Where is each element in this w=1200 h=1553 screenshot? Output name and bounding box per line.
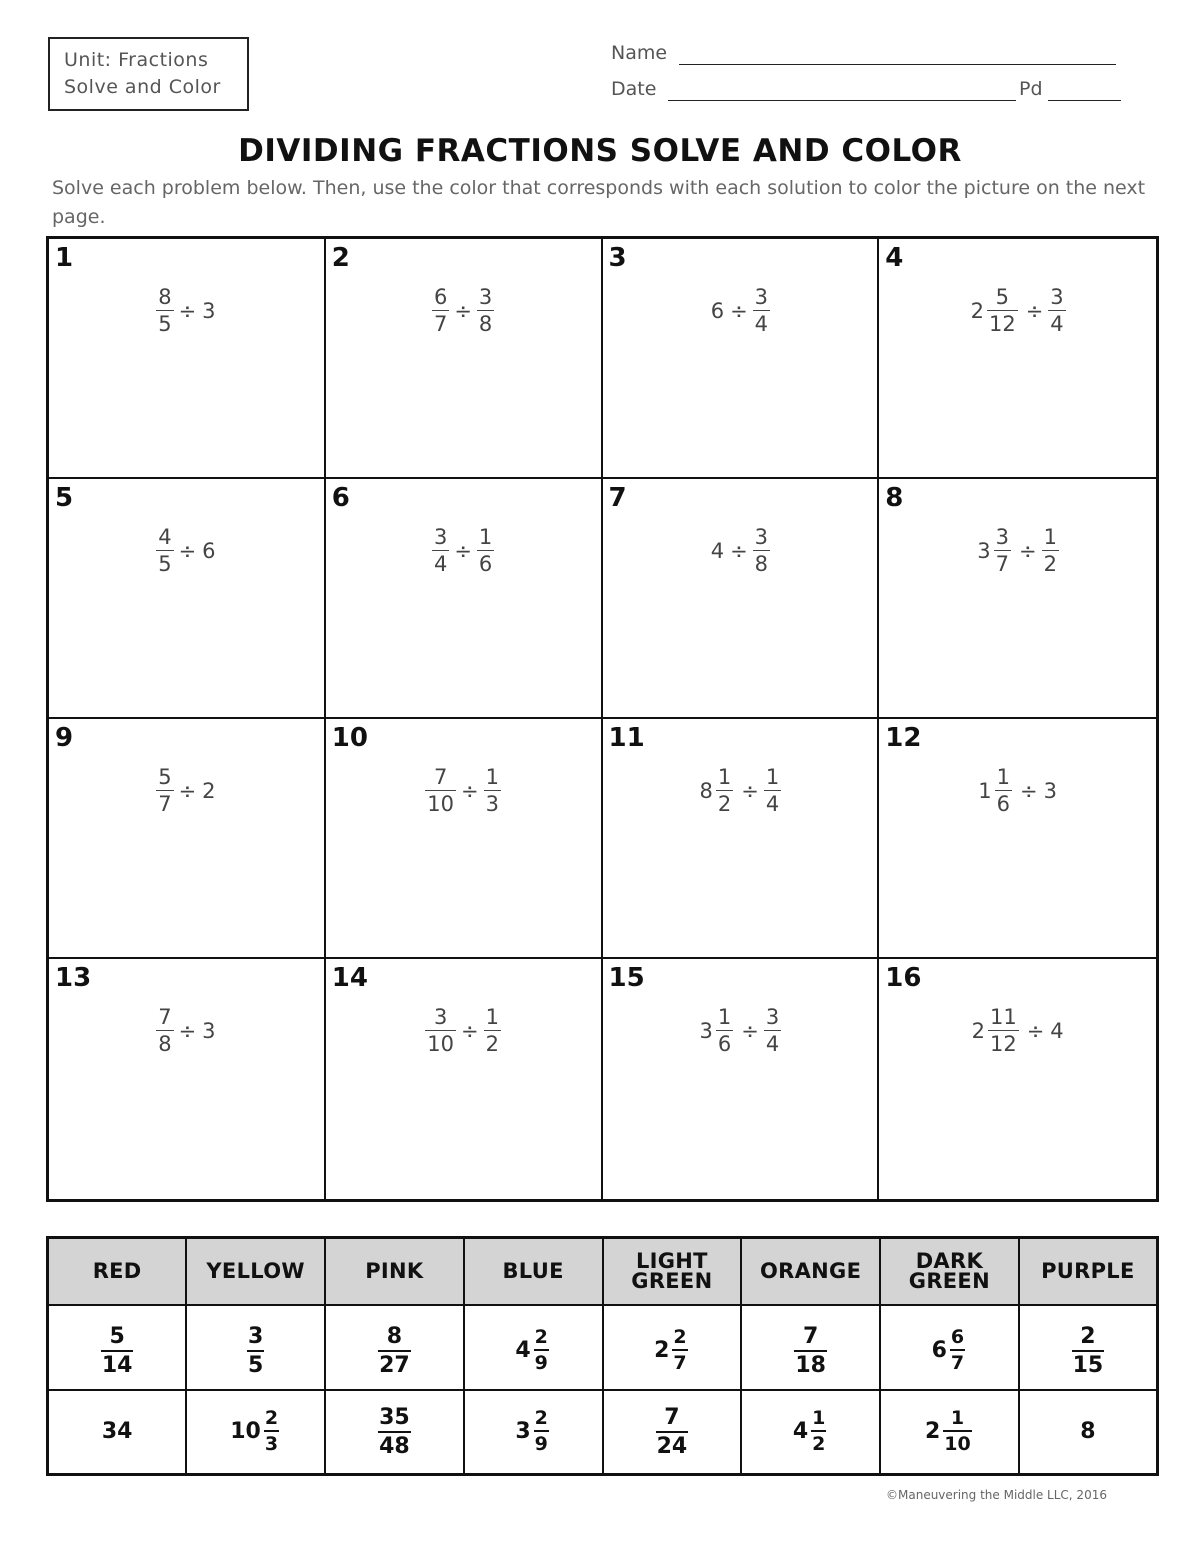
whole-part: 1 [978,779,992,803]
numerator: 8 [386,1323,403,1349]
numerator: 1 [485,765,499,789]
fraction [1042,527,1059,575]
mixed-number [793,1409,829,1454]
answer-cell [1019,1390,1158,1475]
mixed-number [978,767,1014,815]
divide-sign: ÷ [461,1019,479,1043]
numerator: 1 [1043,525,1057,549]
numerator: 1 [996,765,1010,789]
copyright-text: ©Maneuvering the Middle LLC, 2016 [886,1488,1107,1502]
numerator: 3 [765,1005,780,1029]
fraction [477,527,494,575]
denominator: 10 [427,1032,454,1056]
divide-sign: ÷ [1026,1019,1045,1043]
denominator: 9 [534,1349,549,1373]
problem-expression [49,527,324,575]
color-header: BLUE [464,1238,603,1305]
denominator: 10 [943,1430,971,1454]
fraction [264,1409,279,1454]
fraction [425,1007,456,1055]
problem-number: 16 [885,963,922,993]
whole-part: 2 [924,1419,941,1445]
mixed-number [700,767,736,815]
denominator: 2 [811,1430,826,1454]
answer-cell [1019,1305,1158,1390]
denominator: 7 [995,552,1009,576]
denominator: 8 [754,552,769,576]
numerator: 3 [433,525,448,549]
problem-expression [49,1007,324,1055]
divide-sign: ÷ [178,1019,197,1043]
denominator: 10 [427,792,454,816]
whole-number: 3 [202,299,216,323]
name-label: Name [611,42,668,64]
color-header: ORANGE [741,1238,880,1305]
fraction [156,287,173,335]
numerator: 4 [158,525,172,549]
problem-cell[interactable] [326,959,603,1199]
problem-number: 6 [331,483,350,513]
numerator: 6 [433,285,448,309]
numerator: 1 [485,1005,499,1029]
divide-sign: ÷ [1025,299,1044,323]
fraction [484,1007,501,1055]
problem-expression [49,767,324,815]
fraction [716,1007,733,1055]
problem-cell[interactable] [603,959,880,1199]
denominator: 5 [247,1350,264,1377]
numerator: 1 [717,1005,732,1029]
problem-expression [326,767,601,815]
problem-expression [326,527,601,575]
fraction [943,1409,971,1454]
problem-expression [326,287,601,335]
problem-number: 5 [55,483,74,513]
problem-cell[interactable] [326,239,603,479]
numerator: 1 [765,765,780,789]
denominator: 8 [478,312,493,336]
numerator: 7 [158,1005,172,1029]
numerator: 2 [673,1325,687,1348]
denominator: 18 [794,1350,827,1377]
fraction [794,1323,827,1378]
numerator: 1 [812,1407,826,1430]
numerator: 3 [754,285,769,309]
problem-number: 7 [608,483,627,513]
denominator: 4 [433,552,448,576]
whole-number: 3 [202,1019,216,1043]
problem-number: 12 [885,723,922,753]
color-key-table [46,1236,1159,1476]
mixed-number [931,1325,968,1374]
fraction [378,1407,411,1458]
divide-sign: ÷ [178,779,197,803]
fraction [432,287,449,335]
divide-sign: ÷ [1020,779,1038,803]
whole-number: 4 [1050,1019,1064,1043]
fraction [753,287,770,335]
answer-cell [186,1390,325,1475]
numerator: 1 [478,525,493,549]
problem-number: 4 [885,243,904,273]
denominator: 24 [656,1431,689,1458]
denominator: 4 [754,312,769,336]
problem-number: 13 [55,963,92,993]
color-header: PINK [325,1238,464,1305]
answer-cell [880,1305,1019,1390]
problem-number: 14 [331,963,368,993]
denominator: 15 [1072,1350,1105,1377]
color-header: DARK GREEN [880,1238,1019,1305]
date-line [668,100,1016,101]
denominator: 7 [672,1349,687,1373]
whole-part: 10 [230,1419,261,1445]
whole-number: 6 [202,539,216,563]
whole-number: 6 [710,299,725,323]
denominator: 2 [717,792,732,816]
numerator: 2 [1080,1323,1096,1349]
problem-expression [879,1007,1156,1055]
whole-part: 4 [515,1337,531,1363]
whole-number: 2 [202,779,216,803]
denominator: 6 [996,792,1010,816]
period-label: Pd [1019,78,1043,100]
denominator: 7 [950,1349,965,1373]
fraction [484,767,501,815]
mixed-number [230,1409,281,1454]
problem-expression [49,287,324,335]
denominator: 5 [158,552,172,576]
answer-cell [603,1390,742,1475]
instructions: Solve each problem below. Then, use the color that corresponds with each solution to color the picture on the next page. [52,177,1146,228]
fraction [247,1323,264,1378]
numerator: 2 [534,1407,548,1430]
whole-part: 3 [699,1019,713,1043]
divide-sign: ÷ [178,299,197,323]
problem-number: 8 [885,483,904,513]
numerator: 2 [264,1407,279,1430]
mixed-number [654,1325,690,1374]
mixed-number [515,1409,551,1454]
numerator: 35 [379,1405,410,1431]
whole-part: 4 [792,1419,809,1445]
numerator: 5 [995,285,1009,309]
fraction [156,1007,173,1055]
problem-cell[interactable] [603,719,880,959]
numerator: 5 [109,1323,125,1349]
numerator: 1 [950,1407,965,1430]
problem-cell[interactable] [326,479,603,719]
denominator: 27 [378,1350,411,1377]
answer-cell [741,1390,880,1475]
whole-part: 2 [971,1019,985,1043]
unit-label-box [48,37,249,111]
color-key-header-row [48,1238,1158,1305]
problem-number: 11 [608,723,645,753]
numerator: 8 [158,285,172,309]
divide-sign: ÷ [454,299,472,323]
answer-cell [325,1305,464,1390]
denominator: 4 [1050,312,1064,336]
whole-part: 3 [977,539,991,563]
numerator: 7 [433,765,448,789]
divide-sign: ÷ [1019,539,1037,563]
numerator: 3 [433,1005,448,1029]
mixed-number [971,287,1020,335]
fraction [950,1325,965,1374]
answer-cell [603,1305,742,1390]
problem-cell[interactable] [879,959,1156,1199]
divide-sign: ÷ [741,1019,759,1043]
mixed-number [515,1325,551,1374]
name-field[interactable] [611,42,1116,68]
numerator: 3 [1050,285,1064,309]
problem-number: 2 [331,243,350,273]
divide-sign: ÷ [178,539,197,563]
fraction [477,287,494,335]
denominator: 2 [1043,552,1057,576]
mixed-number [700,1007,736,1055]
numerator: 3 [995,525,1009,549]
problem-expression [879,767,1156,815]
whole-part: 6 [931,1337,947,1363]
problem-expression [879,527,1156,575]
mixed-number [972,1007,1021,1055]
problem-number: 3 [608,243,627,273]
problem-cell[interactable] [879,239,1156,479]
denominator: 4 [765,792,780,816]
problem-number: 9 [55,723,74,753]
fraction [425,767,456,815]
name-line [679,64,1116,65]
worksheet-title: DIVIDING FRACTIONS SOLVE AND COLOR [238,133,962,169]
color-header: RED [48,1238,187,1305]
date-label: Date [611,78,657,100]
problem-expression [603,287,878,335]
fraction [764,1007,781,1055]
denominator: 9 [534,1430,549,1454]
problem-number: 1 [55,243,74,273]
problem-expression [603,767,878,815]
fraction [994,527,1011,575]
divide-sign: ÷ [461,779,479,803]
answer-cell [325,1390,464,1475]
whole-number: 4 [710,539,725,563]
whole-part: 2 [970,299,984,323]
numerator: 3 [478,285,493,309]
numerator: 3 [754,525,769,549]
mixed-number [977,527,1013,575]
numerator: 11 [989,1005,1017,1029]
period-line [1048,100,1121,101]
date-field[interactable] [611,78,1121,104]
whole-number: 3 [1043,779,1057,803]
numerator: 6 [950,1325,965,1348]
fraction [672,1325,687,1374]
color-header: YELLOW [186,1238,325,1305]
problem-cell[interactable] [326,719,603,959]
whole-part: 8 [699,779,713,803]
problem-cell[interactable] [49,719,326,959]
denominator: 7 [433,312,448,336]
denominator: 12 [989,1032,1017,1056]
answer-cell [186,1305,325,1390]
divide-sign: ÷ [741,779,759,803]
denominator: 14 [101,1350,134,1377]
divide-sign: ÷ [730,299,748,323]
fraction [1048,287,1065,335]
problem-expression [603,1007,878,1055]
problem-expression [879,287,1156,335]
fraction [156,527,173,575]
fraction [995,767,1012,815]
denominator: 6 [717,1032,732,1056]
answer-cell [880,1390,1019,1475]
problem-expression [603,527,878,575]
denominator: 6 [478,552,493,576]
denominator: 48 [378,1431,411,1458]
problem-cell[interactable] [49,239,326,479]
fraction [811,1409,826,1454]
denominator: 7 [158,792,172,816]
denominator: 5 [158,312,172,336]
answer-cell [48,1305,187,1390]
fraction [534,1409,549,1454]
fraction [1072,1323,1105,1378]
fraction [156,767,173,815]
fraction [101,1323,134,1378]
fraction [378,1323,411,1378]
color-header: LIGHT GREEN [603,1238,742,1305]
denominator: 8 [158,1032,172,1056]
fraction [988,1007,1019,1055]
unit-line-2: Solve and Color [64,76,221,98]
fraction [432,527,449,575]
whole-part: 2 [654,1337,670,1363]
numerator: 5 [158,765,172,789]
divide-sign: ÷ [454,539,472,563]
numerator: 7 [802,1323,819,1349]
numerator: 7 [664,1405,680,1431]
whole-part: 3 [515,1419,531,1445]
denominator: 2 [485,1032,499,1056]
problem-expression [326,1007,601,1055]
mixed-number [925,1409,974,1454]
problem-cell[interactable] [603,239,880,479]
answer-cell [464,1305,603,1390]
problem-number: 10 [331,723,368,753]
problem-number: 15 [608,963,645,993]
denominator: 3 [264,1430,279,1454]
fraction [534,1325,549,1374]
answer-cell [48,1390,187,1475]
problem-cell[interactable] [49,479,326,719]
problem-grid [46,236,1159,1202]
color-key-row [48,1305,1158,1390]
denominator: 12 [988,312,1016,336]
problem-cell[interactable] [603,479,880,719]
denominator: 4 [765,1032,780,1056]
denominator: 3 [485,792,499,816]
divide-sign: ÷ [730,539,748,563]
problem-cell[interactable] [879,719,1156,959]
problem-cell[interactable] [49,959,326,1199]
numerator: 2 [534,1325,548,1348]
fraction [987,287,1018,335]
numerator: 1 [717,765,732,789]
color-header: PURPLE [1019,1238,1158,1305]
answer-cell [741,1305,880,1390]
fraction [764,767,781,815]
problem-cell[interactable] [879,479,1156,719]
numerator: 3 [247,1323,264,1349]
unit-line-1: Unit: Fractions [64,49,209,71]
color-key-row [48,1390,1158,1475]
whole-number: 34 [101,1419,133,1445]
whole-number: 8 [1080,1419,1096,1445]
fraction [753,527,770,575]
answer-cell [464,1390,603,1475]
fraction [716,767,733,815]
fraction [656,1407,689,1458]
